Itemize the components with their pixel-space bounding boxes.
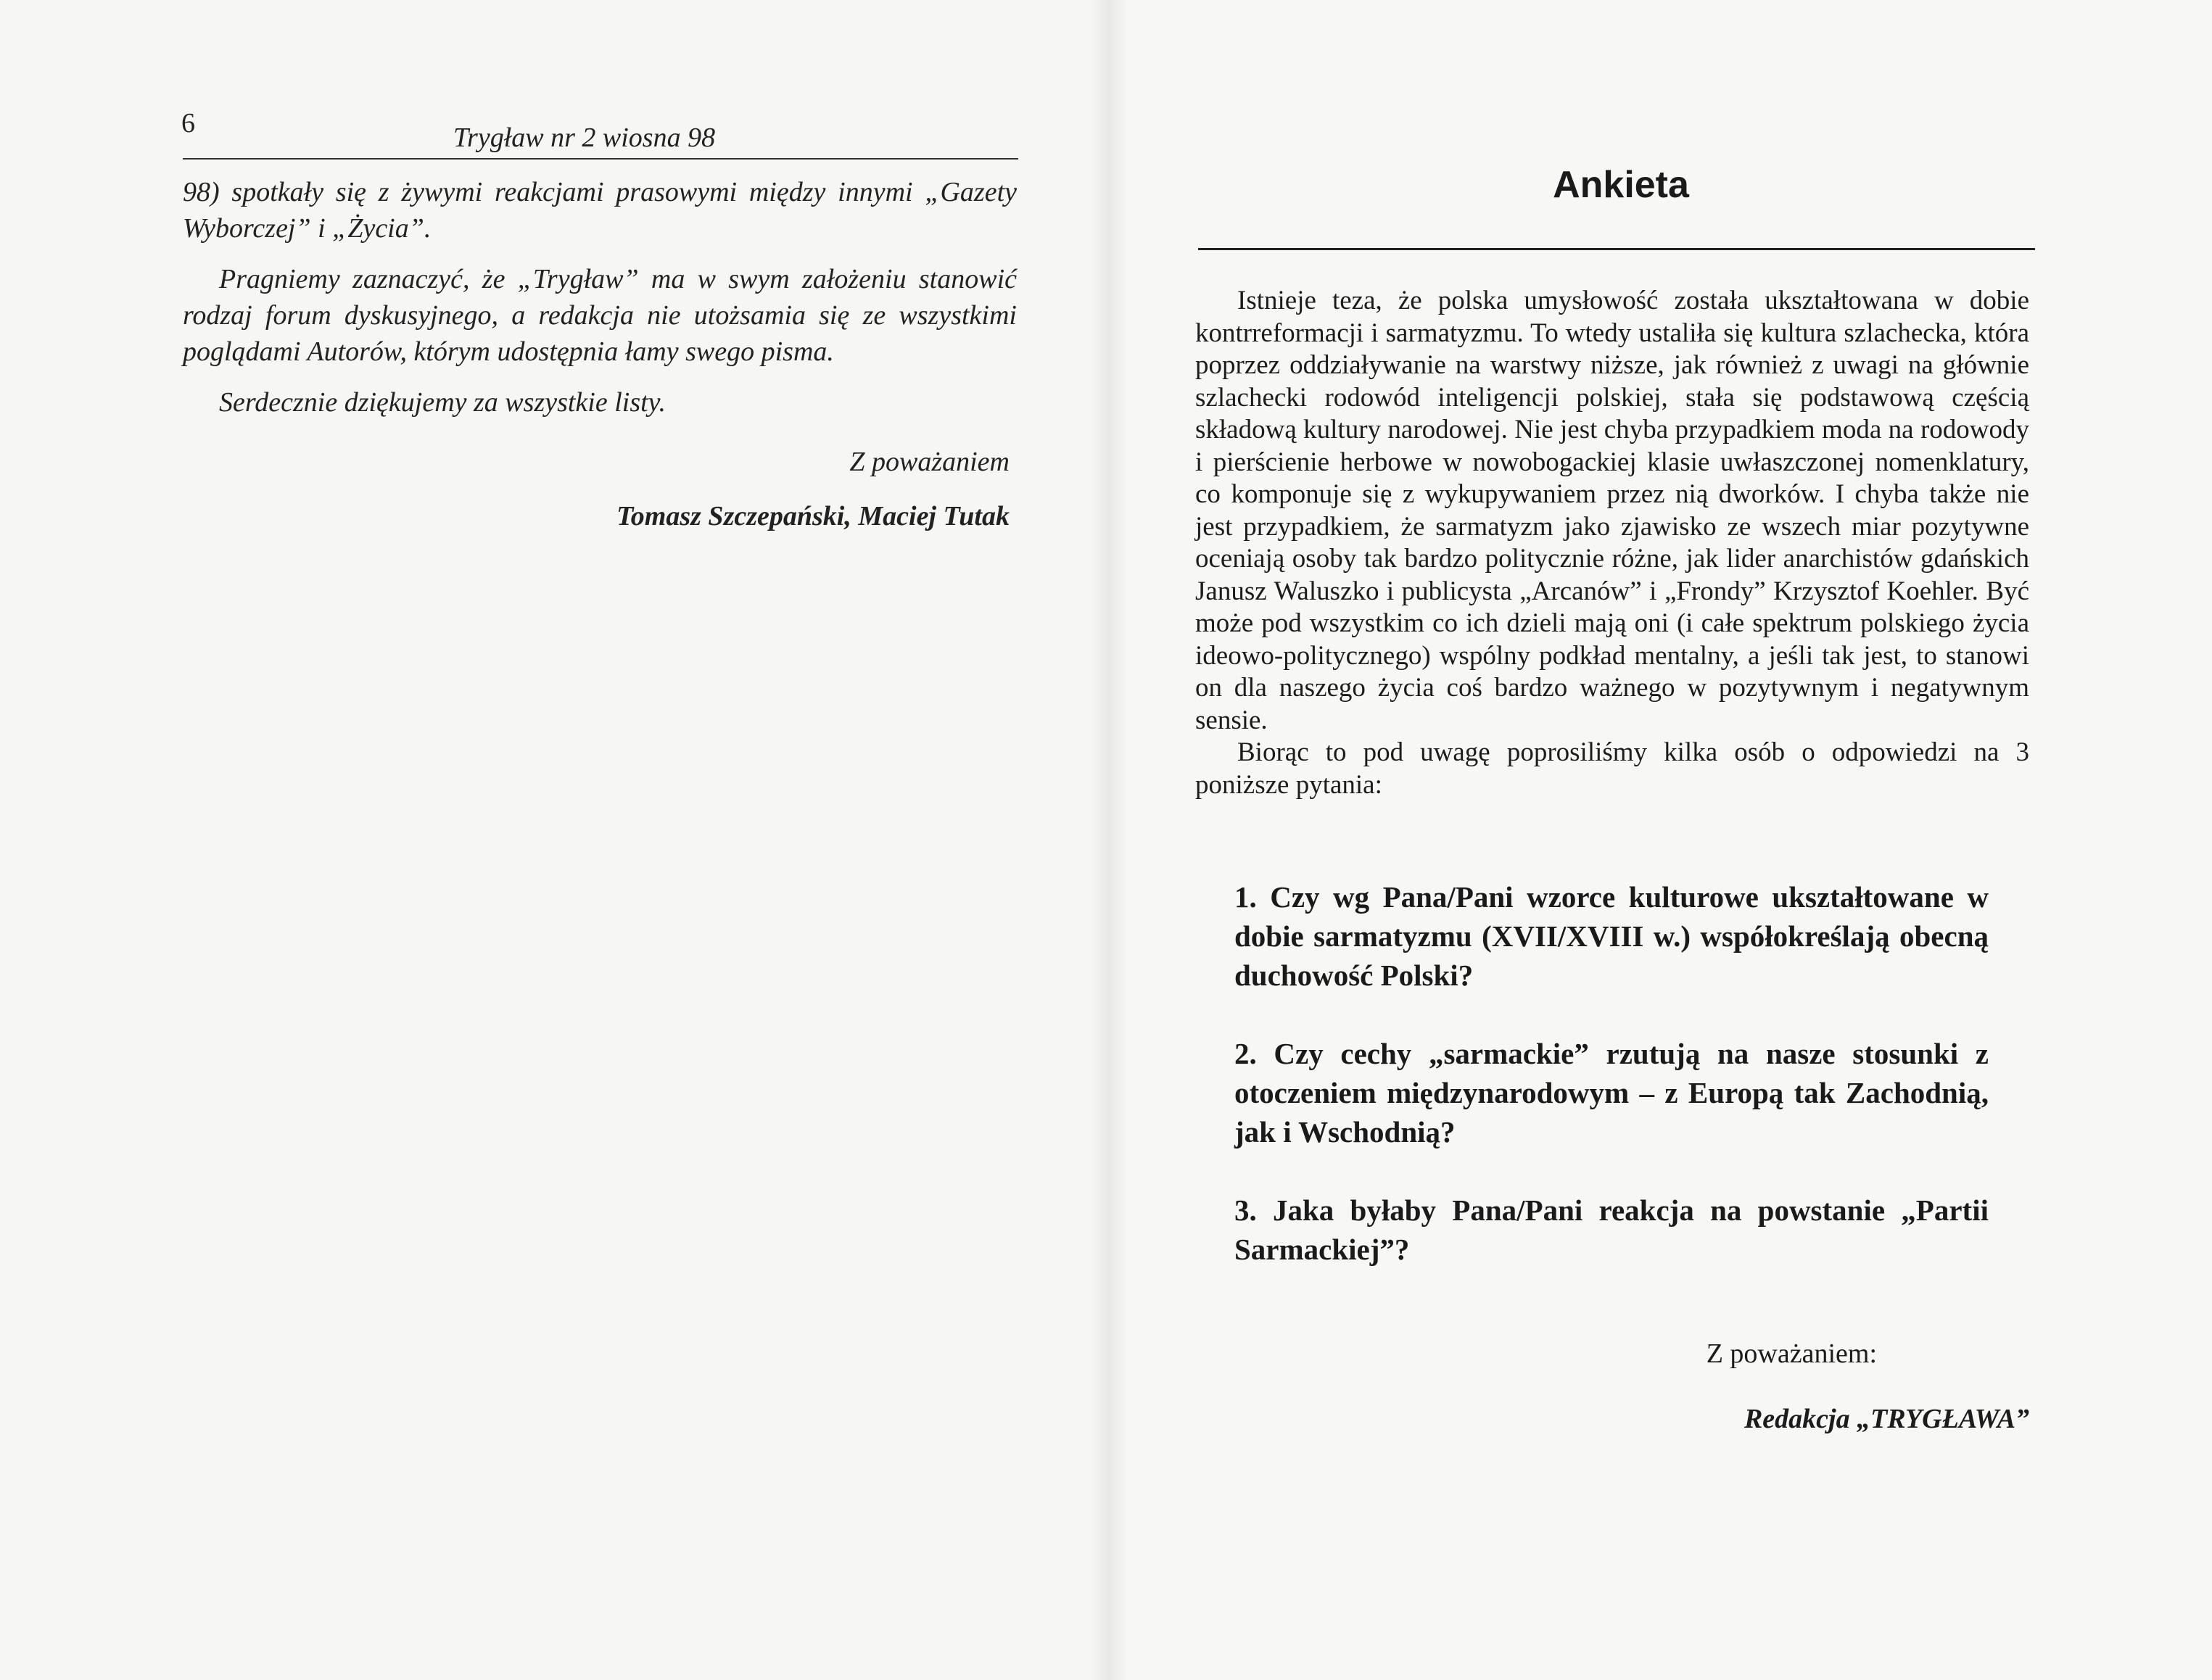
title-rule [1198,248,2035,250]
left-paragraph: Serdecznie dziękujemy za wszystkie listy. [219,387,666,418]
left-paragraph: 98) spotkały się z żywymi reakcjami prasowymi między innymi „Gazety Wyborczej” i „Życia”. [183,177,1017,244]
question-item: 2. Czy cechy „sarmackie” rzutują na nasze stosunki z otoczeniem międzynarodowym – z Europą tak Zachodnią, jak i Wschodnią? [1234,1037,1989,1149]
question-item: 3. Jaka byłaby Pana/Pani reakcja na powstanie „Partii Sarmackiej”? [1234,1193,1989,1266]
article-title: Ankieta [1553,164,1689,206]
right-body-text [1195,285,2029,801]
book-gutter [1091,0,1128,1680]
right-closing: Z poważaniem: [1706,1338,1877,1369]
page-number: 6 [181,108,195,138]
left-paragraph: Pragniemy zaznaczyć, że „Trygław” ma w swym założeniu stanowić rodzaj forum dyskusyjnego, a redakcja nie utożsamia się ze wszystkimi poglądami Autorów, którym udostępnia łamy swego pisma. [183,264,1017,367]
running-head: Trygław nr 2 wiosna 98 [453,123,716,153]
header-rule [183,158,1018,160]
question-item: 1. Czy wg Pana/Pani wzorce kulturowe ukształtowane w dobie sarmatyzmu (XVII/XVIII w.) współokreślają obecną duchowość Polski? [1234,880,1989,992]
right-paragraph: Istnieje teza, że polska umysłowość została ukształtowana w dobie kontrreformacji i sarmatyzmu. To wtedy ustaliła się kultura szlachecka, która poprzez oddziaływanie na warstwy niższe, jak również z uwagi na głównie szlachecki rodowód inteligencji polskiej, stała się podstawową częścią składową kultury narodowej. Nie jest chyba przypadkiem moda na rodowody i pierścienie herbowe w nowobogackiej klasie uwłaszczonej nomenklatury, co komponuje się z wykupywaniem przez nią dworków. I chyba także nie jest przypadkiem, że sarmatyzm jako zjawisko ze wszech miar pozytywne oceniają osoby tak bardzo politycznie różne, jak lider anarchistów gdańskich Janusz Waluszko i publicysta „Arcanów” i „Frondy” Krzysztof Koehler. Być może pod wszystkim co ich dzieli mają oni (i całe spektrum polskiego życia ideowo-politycznego) wspólny podkład mentalny, a jeśli tak jest, to stanowi on dla naszego życia coś bardzo ważnego w pozytywnym i negatywnym sensie. [1195,286,2029,735]
left-body-text [183,174,1017,421]
survey-questions [1234,877,1989,1308]
left-closing: Z poważaniem [849,447,1010,477]
left-signature: Tomasz Szczepański, Maciej Tutak [616,501,1010,531]
right-paragraph: Biorąc to pod uwagę poprosiliśmy kilka osób o odpowiedzi na 3 poniższe pytania: [1195,737,2029,800]
right-signature: Redakcja „TRYGŁAWA” [1743,1404,2029,1434]
